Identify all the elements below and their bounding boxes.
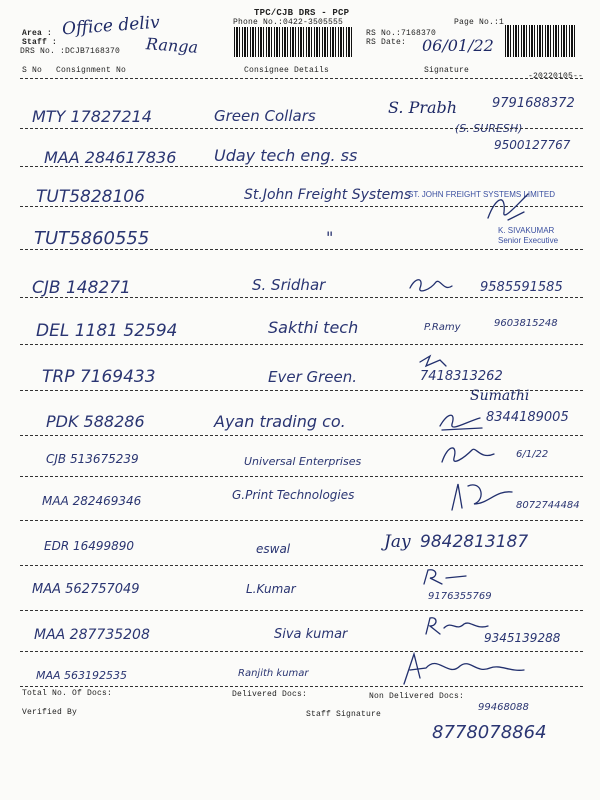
row-11-consignee: eswal xyxy=(256,542,291,556)
row-8-consignment: PDK 588286 xyxy=(46,412,145,431)
row-12-consignment: MAA 562757049 xyxy=(32,582,140,597)
handwritten-area: Office deliv xyxy=(61,12,161,40)
row-13-phone: 9345139288 xyxy=(484,631,561,645)
row-divider xyxy=(20,128,583,129)
row-13-consignment: MAA 287735208 xyxy=(34,627,150,643)
row-11-consignment: EDR 16499890 xyxy=(44,539,135,553)
row-divider xyxy=(20,476,583,477)
row-divider xyxy=(20,249,583,250)
footer-handwritten-phone-small: 99468088 xyxy=(478,702,529,713)
row-7-consignee: Ever Green. xyxy=(268,368,358,386)
row-9-signature xyxy=(438,440,498,468)
row-divider xyxy=(20,610,583,611)
handwritten-staff: Ranga xyxy=(145,34,199,57)
row-1-phone: 9791688372 xyxy=(492,96,575,111)
staff-signature-label: Staff Signature xyxy=(306,710,382,719)
row-9-consignee: Universal Enterprises xyxy=(244,455,362,468)
row-divider xyxy=(20,344,583,345)
delivered-docs-label: Delivered Docs: xyxy=(232,690,308,699)
row-3-consignment: TUT5828106 xyxy=(36,187,145,207)
row-8-phone: 8344189005 xyxy=(486,410,569,425)
col-signature: Signature xyxy=(424,66,470,75)
stamp-signature xyxy=(478,186,538,226)
row-5-signature xyxy=(406,274,456,296)
row-divider xyxy=(20,565,583,566)
page-number: Page No.:1 xyxy=(454,18,505,27)
non-delivered-docs-label: Non Delivered Docs: xyxy=(369,692,465,701)
row-1-consignee: Green Collars xyxy=(214,107,316,125)
row-8-signature xyxy=(436,410,486,434)
row-5-consignment: CJB 148271 xyxy=(32,278,131,298)
stamp-company: ST. JOHN FREIGHT SYSTEMS LIMITED xyxy=(408,190,555,199)
row-7-signature xyxy=(418,352,448,370)
barcode xyxy=(234,27,354,57)
row-2-phone: 9500127767 xyxy=(494,138,571,152)
row-10-signature xyxy=(448,480,518,514)
row-1-consignment: MTY 17827214 xyxy=(32,107,152,126)
row-8-consignee: Ayan trading co. xyxy=(214,412,346,431)
row-10-consignment: MAA 282469346 xyxy=(42,494,142,508)
row-13-signature xyxy=(422,614,492,638)
footer-divider xyxy=(20,686,583,687)
row-divider xyxy=(20,520,583,521)
row-8-sign: Sumathi xyxy=(470,388,530,404)
row-1-extra: (S. SURESH) xyxy=(455,122,523,135)
row-divider xyxy=(20,166,583,167)
barcode-right xyxy=(505,25,577,57)
header-divider xyxy=(20,78,583,79)
col-consignment: Consignment No xyxy=(56,66,127,75)
row-12-phone: 9176355769 xyxy=(428,591,492,602)
doc-title: TPC/CJB DRS - PCP xyxy=(254,8,350,18)
row-6-consignment: DEL 1181 52594 xyxy=(36,321,178,341)
row-10-phone: 8072744484 xyxy=(516,500,580,511)
row-7-phone: 7418313262 xyxy=(420,369,503,384)
row-14-consignment: MAA 563192535 xyxy=(36,669,128,682)
row-6-phone: 9603815248 xyxy=(494,318,558,329)
row-5-consignee: S. Sridhar xyxy=(252,276,326,294)
row-5-phone: 9585591585 xyxy=(480,280,563,295)
staff-label: Staff : xyxy=(22,38,58,47)
rs-number: RS No.:7168370 xyxy=(366,29,437,38)
stamp-name: K. SIVAKUMAR xyxy=(498,226,555,235)
row-6-consignee: Sakthi tech xyxy=(268,318,359,337)
stamp-role: Senior Executive xyxy=(498,236,559,245)
row-6-sign: P.Ramy xyxy=(424,322,461,333)
rs-date-label: RS Date: xyxy=(366,38,407,47)
row-11-phone: 9842813187 xyxy=(420,532,529,552)
row-9-consignment: CJB 513675239 xyxy=(46,452,139,466)
phone-number: Phone No.:0422-3505555 xyxy=(233,18,344,27)
verified-by-label: Verified By xyxy=(22,708,78,717)
row-11-sign: Jay xyxy=(384,532,411,552)
row-9-extra: 6/1/22 xyxy=(516,449,549,460)
row-12-consignee: L.Kumar xyxy=(246,582,296,596)
row-divider xyxy=(20,297,583,298)
row-3-consignee: St.John Freight Systems xyxy=(244,187,412,203)
footer-handwritten-phone: 8778078864 xyxy=(432,722,547,743)
handwritten-date: 06/01/22 xyxy=(422,36,494,55)
total-docs-label: Total No. Of Docs: xyxy=(22,689,113,698)
row-12-signature xyxy=(420,568,470,588)
row-2-consignee: Uday tech eng. ss xyxy=(214,146,358,165)
row-4-consignee: " xyxy=(326,228,334,247)
row-13-consignee: Siva kumar xyxy=(274,627,348,642)
area-label: Area : xyxy=(22,29,53,38)
row-2-consignment: MAA 284617836 xyxy=(44,148,177,167)
row-14-consignee: Ranjith kumar xyxy=(238,668,309,679)
col-consignee: Consignee Details xyxy=(244,66,330,75)
col-date-code: -20220105-- xyxy=(528,72,584,81)
row-4-consignment: TUT5860555 xyxy=(34,228,150,249)
col-sno: S No xyxy=(22,66,43,75)
row-divider xyxy=(20,435,583,436)
row-7-consignment: TRP 7169433 xyxy=(42,367,156,387)
row-10-consignee: G.Print Technologies xyxy=(232,488,355,502)
row-14-signature xyxy=(398,648,528,688)
drs-number: DRS No. :DCJB7168370 xyxy=(20,47,121,56)
row-1-sign: S. Prabh xyxy=(388,98,458,117)
